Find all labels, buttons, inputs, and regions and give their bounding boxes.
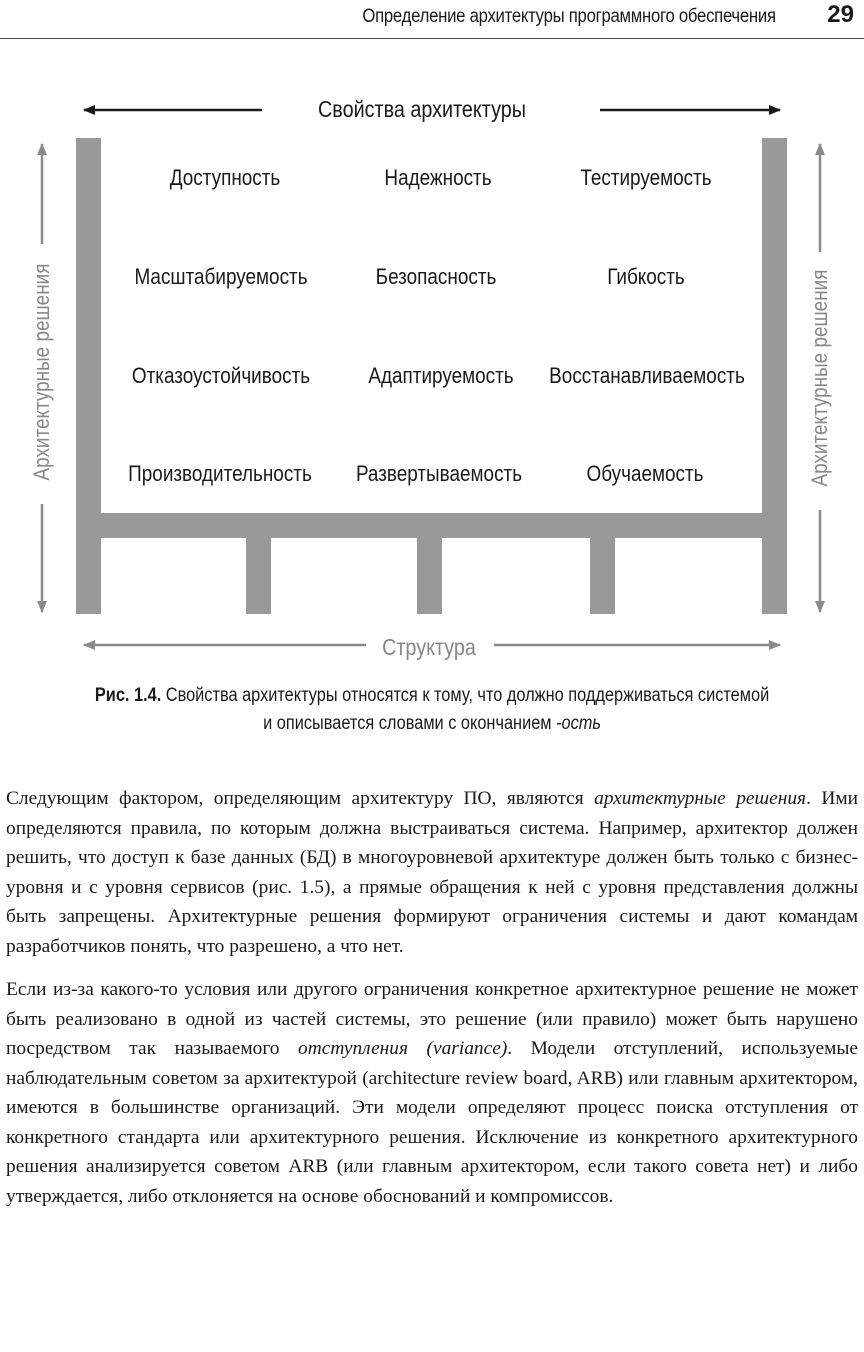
structure-leg-2	[417, 538, 442, 614]
structure-leg-3	[590, 538, 615, 614]
body-text	[6, 784, 858, 1211]
structure-label: Структура	[382, 634, 476, 660]
paragraph-1	[6, 784, 858, 961]
property-label: Развертываемость	[355, 461, 523, 486]
architecture-decisions-left-label: Архитектурные решения	[29, 263, 54, 481]
property-label: Адаптируемость	[368, 363, 514, 388]
header-rule	[0, 38, 864, 39]
figure-number: Рис. 1.4.	[94, 685, 162, 706]
figure-caption	[0, 682, 864, 738]
structure-floor	[76, 513, 787, 538]
property-label: Надежность	[384, 165, 492, 190]
architecture-properties-label: Свойства архитектуры	[318, 96, 526, 122]
structure-leg-1	[246, 538, 271, 614]
property-label: Производительность	[128, 461, 312, 486]
property-label: Отказоустойчивость	[131, 363, 311, 388]
property-label: Тестируемость	[580, 165, 712, 190]
paragraph-2-text-cont: . Модели отступлений, используемые наблюдательным советом за архитектурой (architecture review board, ARB) или главным архитектором, имеются в большинстве организаций. Эти модели определяют процесс поиска отступления от конкретного стандарта или архитектурного решения. Исключение из конкретного архитектурного решения анализируется советом ARB (или главным архитектором, если такого совета нет) и либо утверждается, либо отклоняется на основе обоснований и компромиссов.	[6, 1038, 858, 1207]
page-header	[0, 0, 864, 40]
paragraph-2	[6, 975, 858, 1211]
architecture-diagram	[0, 60, 864, 680]
property-label: Гибкость	[607, 264, 685, 289]
structure-right-wall	[762, 138, 787, 614]
property-label: Восстанавливаемость	[549, 363, 745, 388]
paragraph-1-text-cont: . Ими определяются правила, по которым должна выстраиваться система. Например, архитектор должен решить, что доступ к базе данных (БД) в многоуровневой архитектуре должен быть только с бизнес-уровня и с уровня сервисов (рис. 1.5), а прямые обращения к ней с уровня представления должны быть запрещены. Архитектурные решения формируют ограничения системы и дают командам разработчиков понять, что разрешено, а что нет.	[6, 788, 858, 957]
paragraph-2-text: Если из-за какого-то условия или другого ограничения конкретное архитектурное решение не может быть реализовано в одной из частей системы, это решение (или правило) может быть нарушено посредством так называемого	[6, 979, 858, 1059]
property-label: Масштабируемость	[134, 264, 308, 289]
caption-line-1: Свойства архитектуры относятся к тому, что должно поддерживаться системой	[161, 685, 770, 706]
paragraph-1-term: архитектурные решения	[594, 788, 807, 809]
caption-suffix: -ость	[556, 713, 601, 734]
page-number: 29	[827, 1, 854, 28]
property-label: Безопасность	[375, 264, 497, 289]
architecture-decisions-right-label: Архитектурные решения	[807, 269, 832, 487]
caption-line-2: и описывается словами с окончанием	[263, 713, 557, 734]
paragraph-2-term: отступления (variance)	[298, 1038, 508, 1059]
paragraph-1-text: Следующим фактором, определяющим архитектуру ПО, являются	[6, 788, 595, 809]
structure-left-wall	[76, 138, 101, 614]
running-head: Определение архитектуры программного обеспечения	[362, 6, 776, 27]
property-label: Доступность	[169, 165, 281, 190]
property-label: Обучаемость	[586, 461, 704, 486]
